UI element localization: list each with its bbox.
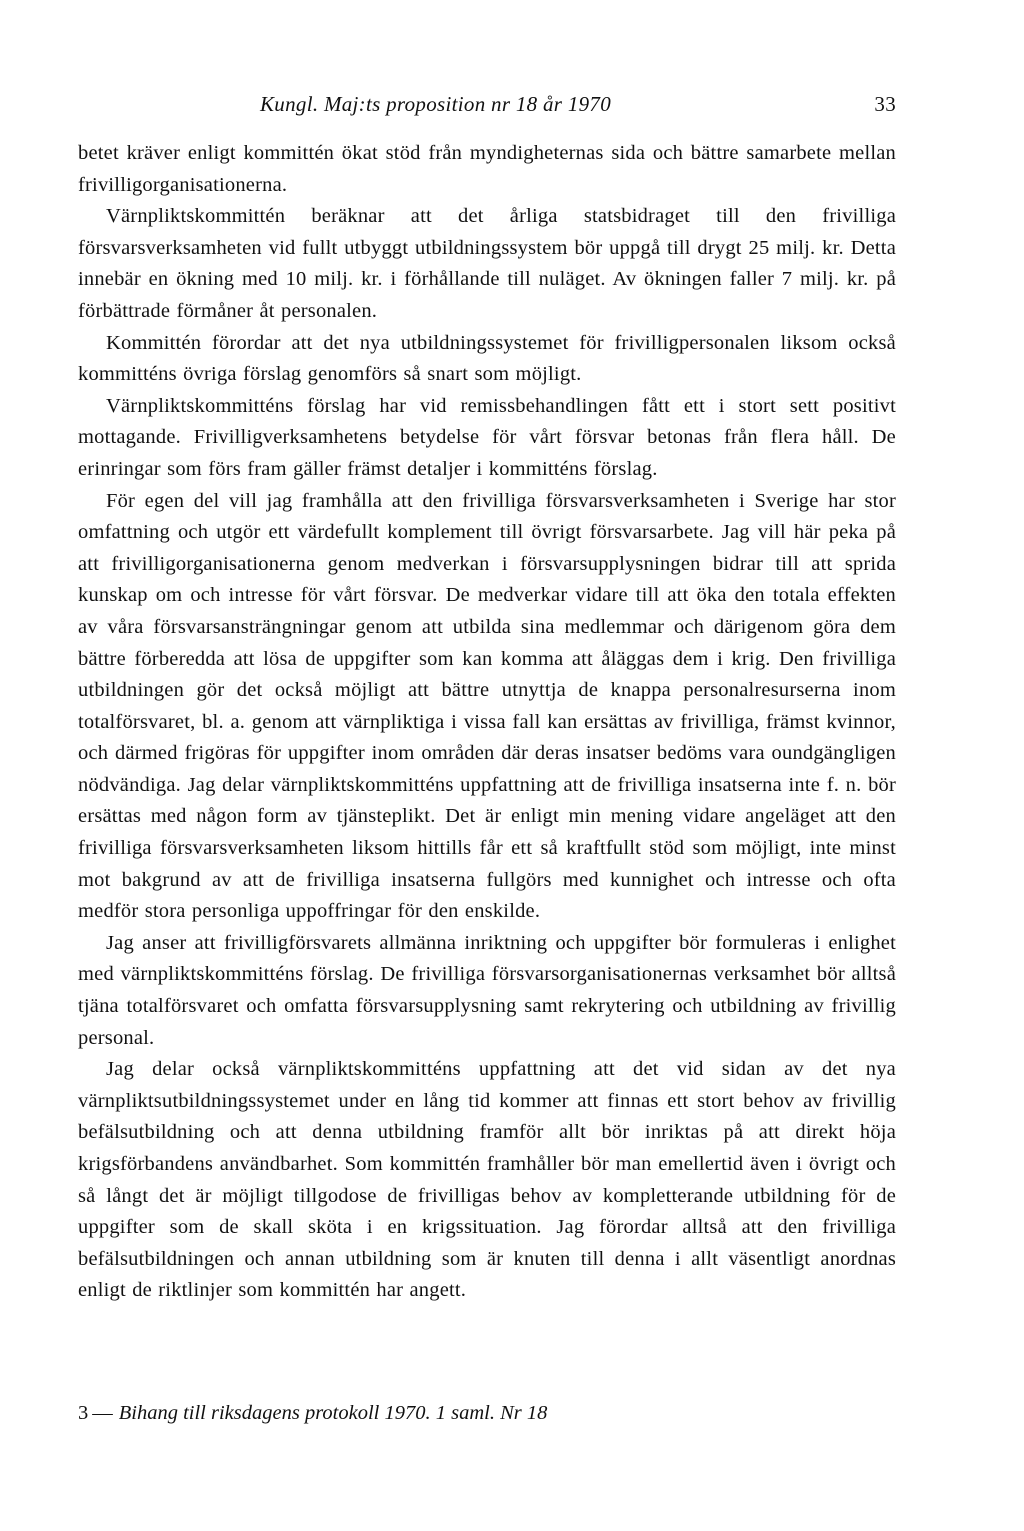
page-number: 33: [874, 92, 896, 116]
footer-reference: Bihang till riksdagens protokoll 1970. 1 saml. Nr 18: [118, 1402, 548, 1424]
paragraph: Värnpliktskommittén beräknar att det årliga statsbidraget till den frivilliga försvarsverksamheten vid fullt utbyggt utbildningssystem bör uppgå till drygt 25 milj. kr. Detta innebär en ökning med 10 milj. kr. i förhållande till nuläget. Av ökningen faller 7 milj. kr. på förbättrade förmåner åt personalen.: [78, 205, 896, 322]
footer-number: 3: [78, 1402, 89, 1424]
page-header: [78, 92, 896, 122]
running-title: Kungl. Maj:ts proposition nr 18 år 1970: [260, 92, 612, 116]
footer-dash: —: [92, 1402, 113, 1424]
paragraph: För egen del vill jag framhålla att den frivilliga försvarsverksamheten i Sverige har stor omfattning och utgör ett värdefullt komplement till övrigt försvarsarbete. Jag vill här peka på att frivilligorganisationerna genom medverkan i försvarsupplysningen bidrar till att sprida kunskap om och intresse för vårt försvar. De medverkar vidare till att öka den totala effekten av våra försvarsansträngningar genom att utbilda sina medlemmar och därigenom göra dem bättre förberedda att lösa de uppgifter som kan komma att åläggas dem i krig. Den frivilliga utbildningen gör det också möjligt att bättre utnyttja de knappa personalresurserna inom totalförsvaret, bl. a. genom att värnpliktiga i vissa fall kan ersättas av frivilliga, främst kvinnor, och därmed frigöras för uppgifter inom områden där deras insatser bedöms vara oundgängligen nödvändiga. Jag delar värnpliktskommitténs uppfattning att de frivilliga insatserna inte f. n. bör ersättas med någon form av tjänsteplikt. Det är enligt min mening vidare angeläget att den frivilliga försvarsverksamheten liksom hittills får ett så kraftfullt stöd som möjligt, inte minst mot bakgrund av att de frivilliga insatserna fullgörs med kunnighet och intresse och ofta medför stora personliga uppoffringar för den enskilde.: [78, 489, 896, 923]
paragraph: Jag anser att frivilligförsvarets allmänna inriktning och uppgifter bör formuleras i enlighet med värnpliktskommitténs förslag. De frivilliga försvarsorganisationernas verksamhet bör alltså tjäna totalförsvaret och omfatta försvarsupplysning samt rekrytering och utbildning av frivillig personal.: [78, 931, 896, 1049]
paragraph: Kommittén förordar att det nya utbildningssystemet för frivilligpersonalen liksom också kommitténs övriga förslag genomförs så snart som möjligt.: [78, 331, 896, 386]
paragraph: Jag delar också värnpliktskommitténs uppfattning att det vid sidan av det nya värnpliktsutbildningssystemet under en lång tid kommer att finnas ett stort behov av frivillig befälsutbildning och att denna utbildning framför allt bör inriktas på att direkt höja krigsförbandens användbarhet. Som kommittén framhåller bör man emellertid även i övrigt och så långt det är möjligt tillgodose de frivilligas behov av kompletterande utbildning för de uppgifter som de skall sköta i en krigssituation. Jag förordar alltså att den frivilliga befälsutbildningen och annan utbildning som är knuten till denna i allt väsentligt anordnas enligt de riktlinjer som kommittén har angett.: [78, 1058, 896, 1302]
paragraph-continued: betet kräver enligt kommittén ökat stöd från myndigheternas sida och bättre samarbete mellan frivilligorganisationerna.: [78, 142, 896, 196]
body-text: [78, 138, 896, 1307]
paragraph: Värnpliktskommitténs förslag har vid remissbehandlingen fått ett i stort sett positivt mottagande. Frivilligverksamhetens betydelse för vårt försvar betonas från flera håll. De erinringar som förs fram gäller främst detaljer i kommitténs förslag.: [78, 394, 896, 480]
page-footer: [78, 1402, 547, 1425]
